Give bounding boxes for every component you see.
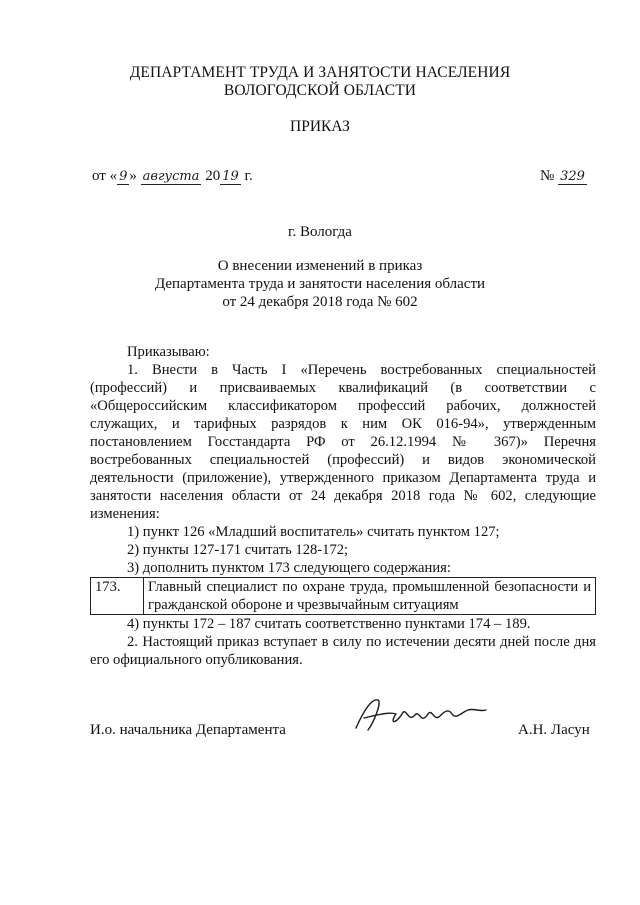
number-value: 329: [560, 169, 585, 184]
subject-line-3: от 24 декабря 2018 года № 602: [222, 294, 418, 310]
table-row: [91, 578, 596, 615]
handwritten-signature: [350, 692, 490, 736]
date-mid: »: [129, 168, 137, 184]
order-title: ПРИКАЗ: [290, 118, 350, 135]
date-day: 9: [119, 169, 128, 184]
date-year-suffix: 19: [222, 169, 239, 184]
table-cell-text: Главный специалист по охране труда, промышленной безопасности и гражданской обороне и чрезвычайным ситуациям: [144, 578, 596, 615]
order-body: [90, 343, 596, 669]
number-label: №: [540, 168, 555, 184]
signatory-role: И.о. начальника Департамента: [90, 722, 286, 738]
amendment-table: [90, 577, 596, 615]
subject-line-2: Департамента труда и занятости населения области: [154, 276, 486, 292]
item-1: 1. Внести в Часть I «Перечень востребованных специальностей (профессий) и присваиваемых квалификаций (в соответствии с «Общероссийским классификатором профессий рабочих, должностей служащих, и тарифных разрядов к ним ОК 016-94», утвержденным постановлением Госстандарта РФ от 26.12.1994 № 367)» Перечня востребованных специальностей (профессий) и видов экономической деятельности (приложение), утвержденного приказом Департамента труда и занятости населения области от 24 декабря 2018 года № 602, следующие изменения:: [90, 362, 596, 522]
order-date: [92, 168, 253, 185]
intro-text: Приказываю:: [127, 344, 210, 360]
subitem-3: 3) дополнить пунктом 173 следующего содержания:: [127, 560, 451, 576]
date-prefix: от «: [92, 168, 118, 184]
order-number: [540, 168, 587, 185]
date-year-prefix: 20: [205, 168, 221, 184]
department-heading: [0, 64, 640, 100]
city: г. Вологда: [288, 224, 352, 240]
order-subject: [0, 257, 640, 311]
date-suffix: г.: [244, 168, 253, 184]
subitem-2: 2) пункты 127-171 считать 128-172;: [127, 542, 349, 558]
subject-line-1: О внесении изменений в приказ: [217, 258, 423, 274]
subitem-1: 1) пункт 126 «Младший воспитатель» считать пунктом 127;: [127, 524, 500, 540]
heading-line-2: ВОЛОГОДСКОЙ ОБЛАСТИ: [223, 82, 417, 99]
heading-line-1: ДЕПАРТАМЕНТ ТРУДА И ЗАНЯТОСТИ НАСЕЛЕНИЯ: [129, 64, 511, 81]
item-2: 2. Настоящий приказ вступает в силу по истечении десяти дней после дня его официального опубликования.: [90, 634, 596, 668]
signatory-name: А.Н. Ласун: [518, 722, 590, 738]
subitem-4: 4) пункты 172 – 187 считать соответственно пунктами 174 – 189.: [127, 616, 531, 632]
date-month: августа: [142, 169, 200, 184]
table-cell-number: 173.: [91, 578, 144, 615]
